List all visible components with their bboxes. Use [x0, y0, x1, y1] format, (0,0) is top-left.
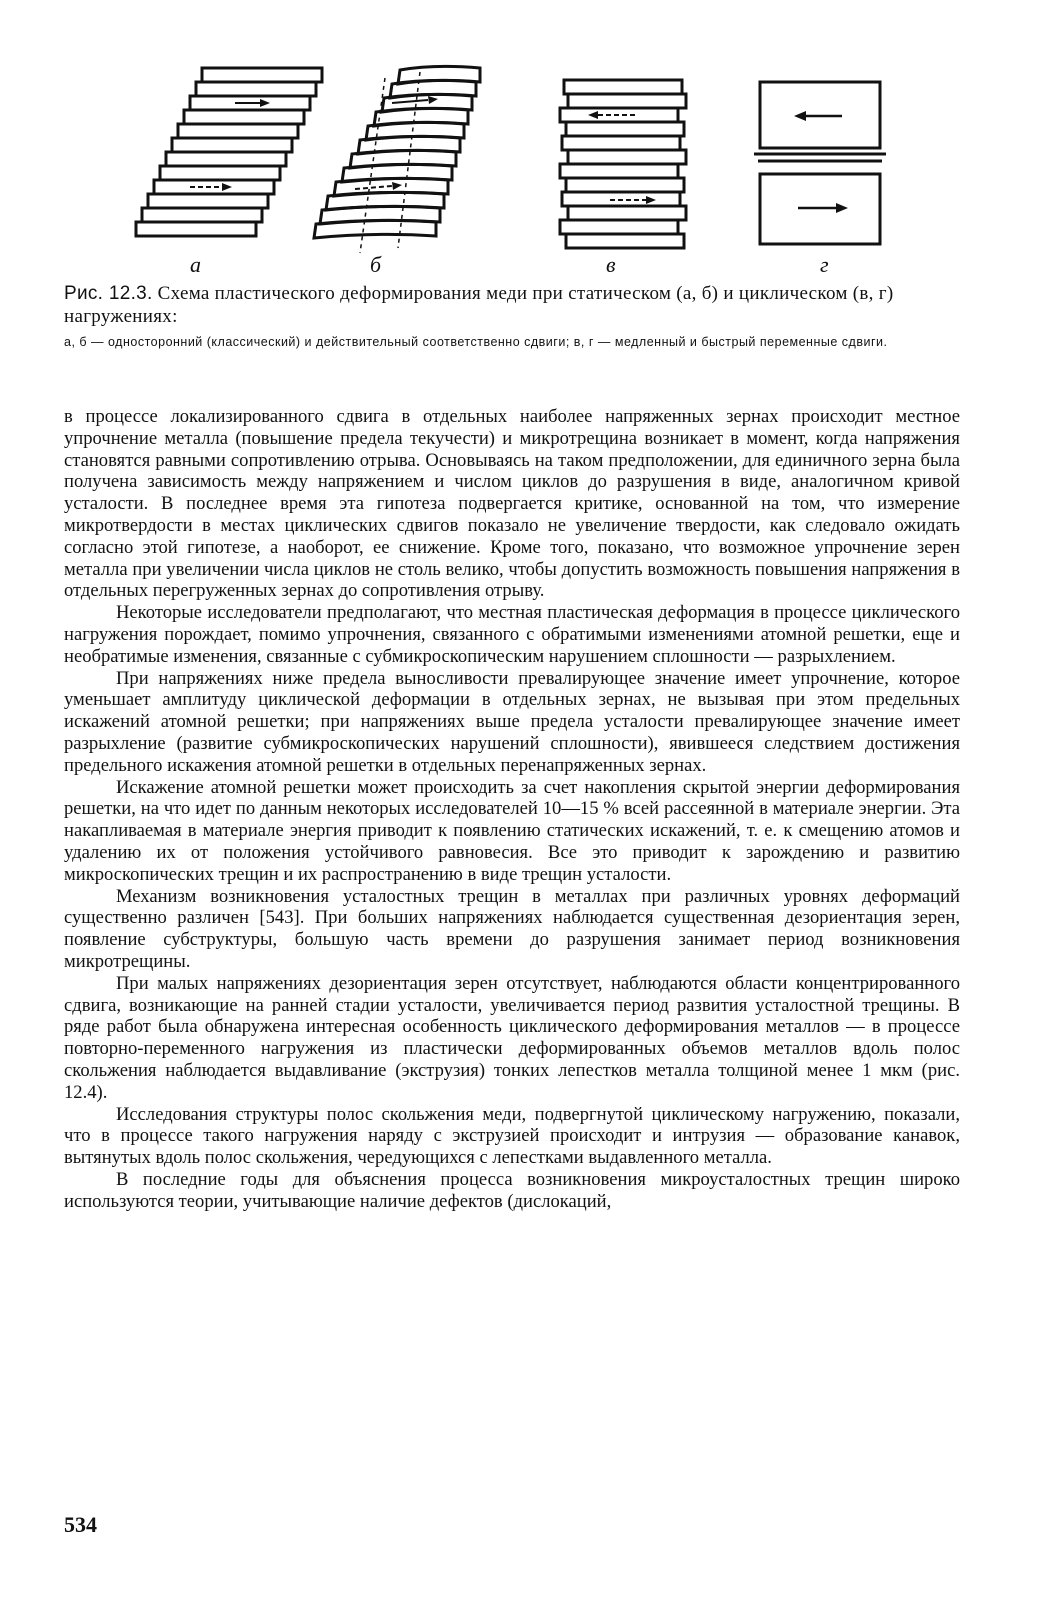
paragraph: Некоторые исследователи предполагают, что местная пластическая деформация в процессе циклического нагружения порождает, помимо упрочнения, связанного с обратимыми изменениями атомной решетки, еще и необратимые изменения, связанные с субмикроскопическим нарушением сплошности — разрыхлением. — [64, 602, 960, 667]
diagram-c — [560, 80, 686, 248]
label-c: в — [606, 252, 616, 277]
diagram-a — [136, 68, 322, 236]
label-d: г — [820, 252, 829, 277]
figure-caption — [64, 282, 964, 328]
caption-number: Рис. 12.3. — [64, 283, 153, 304]
caption-text: Схема пластического деформирования меди при статическом (а, б) и циклическом (в, г) нагружениях: — [64, 283, 894, 327]
paragraph: При малых напряжениях дезориентация зерен отсутствует, наблюдаются области концентрированного сдвига, возникающие на ранней стадии усталости, увеличивается период развития усталостной трещины. В ряде работ была обнаружена интересная особенность циклического деформирования металлов — в процессе повторно-переменного нагружения из пластически деформированных объемов металлов вдоль полос скольжения наблюдается выдавливание (экструзия) тонких лепестков металла толщиной менее 1 мкм (рис. 12.4). — [64, 972, 960, 1103]
label-b: б — [370, 252, 382, 277]
paragraph: Искажение атомной решетки может происходить за счет накопления скрытой энергии деформирования решетки, на что идет по данным некоторых исследователей 10—15 % всей рассеянной в материале энергии. Эта накапливаемая в материале энергия приводит к появлению статических искажений, т. е. к смещению атомов и удалению их от положения устойчивого равновесия. Все это приводит к зарождению и развитию микроскопических трещин и их распространению в виде трещин усталости. — [64, 776, 960, 885]
paragraph: Исследования структуры полос скольжения меди, подвергнутой циклическому нагружению, показали, что в процессе такого нагружения наряду с экструзией происходит и интрузия — образование канавок, вытянутых вдоль полос скольжения, чередующихся с лепестками выдавленного металла. — [64, 1103, 960, 1169]
diagram-d — [754, 82, 886, 244]
slip-diagram — [130, 58, 900, 290]
paragraph: Механизм возникновения усталостных трещин в металлах при различных уровнях деформаций существенно различен [543]. При больших напряжениях наблюдается существенная дезориентация зерен, появление субструктуры, большую часть времени до разрушения занимает период возникновения микротрещины. — [64, 885, 960, 972]
page-number: 534 — [64, 1512, 97, 1537]
paragraph: в процессе локализированного сдвига в отдельных наиболее напряженных зернах происходит местное упрочнение металла (повышение предела текучести) и микротрещина возникает в момент, когда напряжения становятся равными сопротивлению отрыва. Основываясь на таком предположении, для единичного зерна была получена зависимость между напряжением и числом циклов до разрушения в виде, аналогичном кривой усталости. В последнее время эта гипотеза подвергается критике, основанной на том, что измерение микротвердости в местах циклических сдвигов показало не увеличение твердости, как следовало ожидать согласно этой гипотезе, а наоборот, ее снижение. Кроме того, показано, что возможное упрочнение зерен металла при увеличении числа циклов не столь велико, чтобы допустить возможность повышения напряжения в отдельных перегруженных зернах до сопротивления отрыву. — [64, 406, 960, 602]
paragraph: При напряжениях ниже предела выносливости превалирующее значение имеет упрочнение, которое уменьшает амплитуду циклической деформации в отдельных зернах, не вызывая при этом предельных искажений атомной решетки; при напряжениях выше предела усталости превалирующее значение имеет разрыхление (развитие субмикроскопических нарушений сплошности), явившееся следствием достижения предельного искажения атомной решетки в отдельных перенапряженных зернах. — [64, 667, 960, 776]
label-a: а — [190, 252, 201, 277]
diagram-b — [314, 66, 480, 253]
paragraph: В последние годы для объяснения процесса возникновения микроусталостных трещин широко используются теории, учитывающие наличие дефектов (дислокаций, — [64, 1168, 960, 1212]
caption-note: а, б — односторонний (классический) и действительный соответственно сдвиги; в, г — медленный и быстрый переменные сдвиги. — [64, 335, 888, 349]
body-text — [64, 406, 960, 1212]
figure-12-3 — [130, 58, 900, 290]
